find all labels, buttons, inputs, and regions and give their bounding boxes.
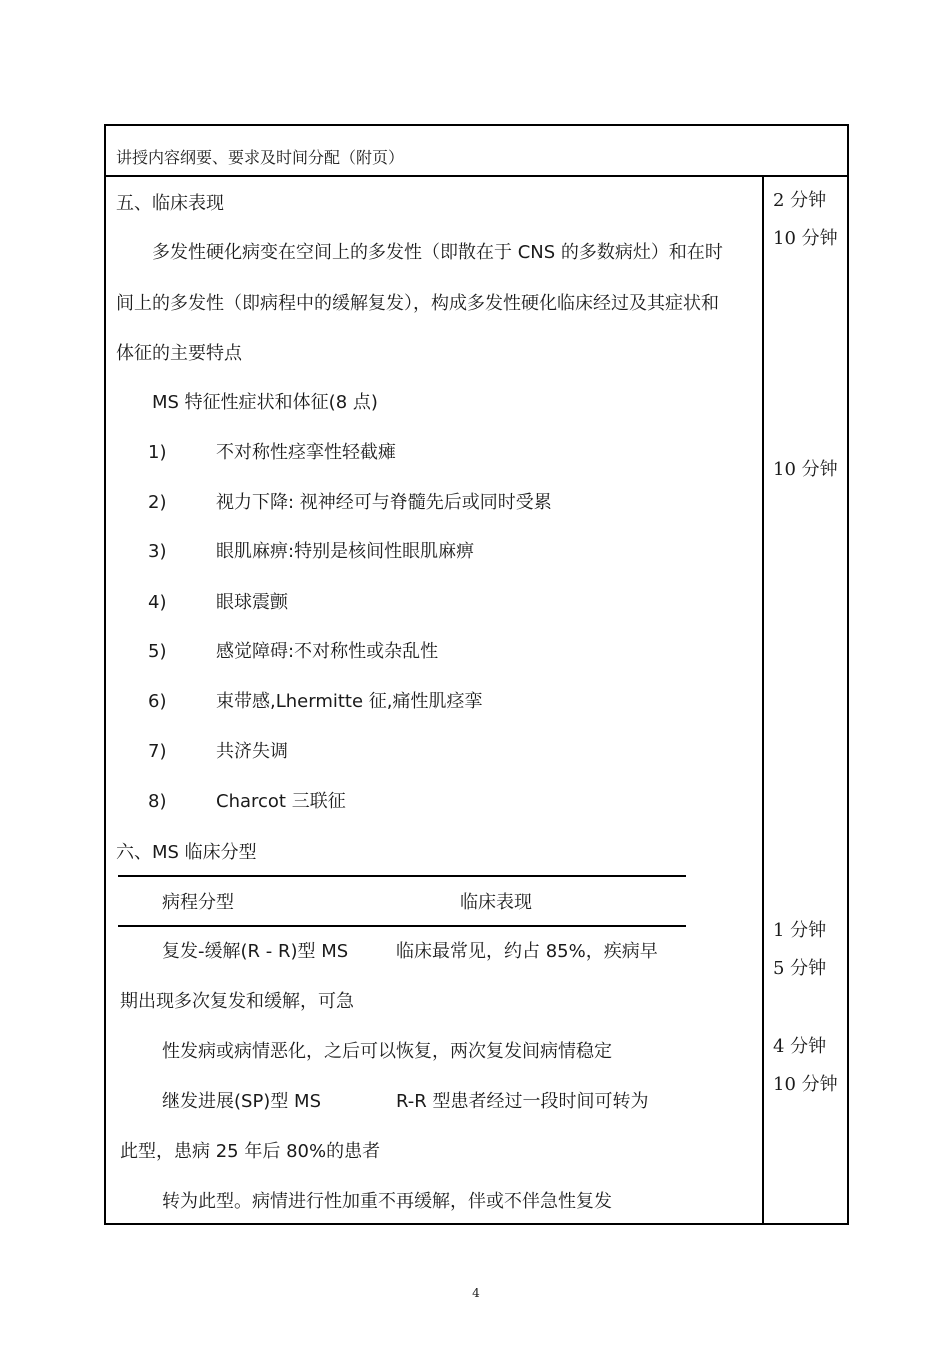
list-item-number: 1) xyxy=(148,442,167,463)
list-item-number: 5) xyxy=(148,641,167,662)
time-allocation: 10 分钟 xyxy=(773,228,838,249)
time-allocation: 10 分钟 xyxy=(773,459,838,480)
paragraph-line: 间上的多发性（即病程中的缓解复发），构成多发性硬化临床经过及其症状和 xyxy=(116,293,719,314)
list-item-number: 2) xyxy=(148,492,167,513)
description-cell: 临床最常见，约占 85%，疾病早 xyxy=(396,941,658,962)
table-rule-top xyxy=(118,875,686,877)
time-allocation: 1 分钟 xyxy=(773,920,827,941)
description-line: 此型，患病 25 年后 80%的患者 xyxy=(120,1141,381,1162)
section-heading-types: 六、MS 临床分型 xyxy=(116,842,257,863)
paragraph-line: 多发性硬化病变在空间上的多发性（即散在于 CNS 的多数病灶）和在时 xyxy=(152,242,723,263)
description-line: 转为此型。病情进行性加重不再缓解，伴或不伴急性复发 xyxy=(162,1191,612,1212)
list-item-number: 6) xyxy=(148,691,167,712)
time-allocation: 10 分钟 xyxy=(773,1074,838,1095)
description-line: 性发病或病情恶化，之后可以恢复，两次复发间病情稳定 xyxy=(162,1041,612,1062)
list-item-text: 感觉障碍:不对称性或杂乱性 xyxy=(216,641,439,662)
paragraph-line: 体征的主要特点 xyxy=(116,343,242,364)
column-divider xyxy=(762,177,764,1225)
list-item-number: 4) xyxy=(148,592,167,613)
list-item-text: Charcot 三联征 xyxy=(216,791,346,812)
list-item-number: 3) xyxy=(148,541,167,562)
time-allocation: 5 分钟 xyxy=(773,958,827,979)
table-rule-header-bottom xyxy=(118,925,686,927)
section-heading-clinical: 五、临床表现 xyxy=(116,193,224,214)
type-cell: 继发进展(SP)型 MS xyxy=(162,1091,322,1112)
list-item-number: 7) xyxy=(148,741,167,762)
list-item-text: 眼肌麻痹:特别是核间性眼肌麻痹 xyxy=(216,541,475,562)
time-allocation: 2 分钟 xyxy=(773,190,827,211)
type-cell: 复发-缓解(R - R)型 MS xyxy=(162,941,349,962)
list-item-text: 眼球震颤 xyxy=(216,592,288,613)
list-item-text: 不对称性痉挛性轻截瘫 xyxy=(216,442,396,463)
list-item-text: 共济失调 xyxy=(216,741,288,762)
page-number: 4 xyxy=(472,1286,480,1300)
list-item-text: 视力下降: 视神经可与脊髓先后或同时受累 xyxy=(216,492,552,513)
column-header-type: 病程分型 xyxy=(162,892,234,913)
list-item-number: 8) xyxy=(148,791,167,812)
table-header-cell xyxy=(106,126,847,177)
content-table xyxy=(104,124,849,1225)
list-item-text: 束带感,Lhermitte 征,痛性肌痉挛 xyxy=(216,691,483,712)
description-line: 期出现多次复发和缓解，可急 xyxy=(120,991,354,1012)
list-title: MS 特征性症状和体征(8 点) xyxy=(152,392,378,413)
description-cell: R-R 型患者经过一段时间可转为 xyxy=(396,1091,649,1112)
time-allocation: 4 分钟 xyxy=(773,1036,827,1057)
table-header-title: 讲授内容纲要、要求及时间分配（附页） xyxy=(116,148,405,167)
column-header-manifestation: 临床表现 xyxy=(460,892,532,913)
